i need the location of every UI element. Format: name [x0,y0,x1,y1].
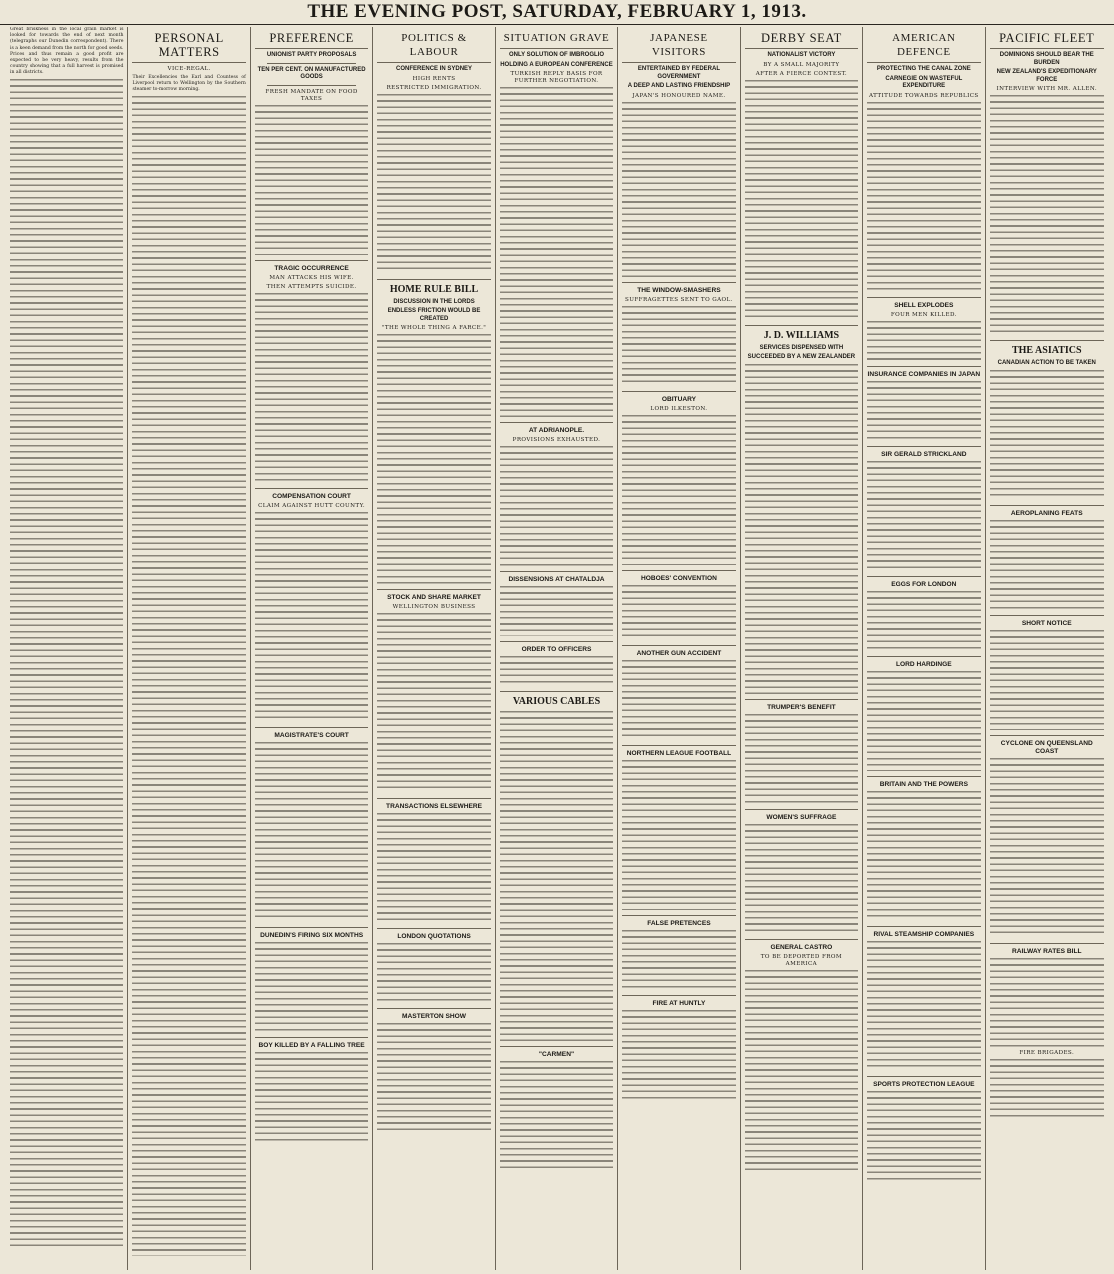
dunedin-firing-body-text [255,942,368,1032]
derby-subhead-1: NATIONALIST VICTORY [767,52,836,58]
column-4 [373,27,495,1270]
northern-league-body-text [622,760,735,910]
situation-body-text [500,87,613,417]
boy-killed-headline: BOY KILLED BY A FALLING TREE [255,1037,368,1050]
general-castro-body-text [745,970,858,1170]
stock-share-body-text [377,613,490,793]
dissensions-body-text [500,586,613,636]
aeroplaning-body-text [990,520,1104,610]
japanese-visitors-headline: JAPANESE VISITORS [622,27,735,63]
tragic-occurrence-headline: TRAGIC OCCURRENCE [255,260,368,273]
fire-brigades-headline: FIRE BRIGADES. [1019,1049,1075,1056]
strickland-body-text [867,461,980,571]
shell-explodes-headline: SHELL EXPLODES [867,297,980,310]
sports-protection-headline: SPORTS PROTECTION LEAGUE [867,1076,980,1089]
tragic-occurrence-subhead-2: THEN ATTEMPTS SUICIDE. [266,283,357,290]
column-2 [128,27,250,1270]
preference-subhead-1: UNIONIST PARTY PROPOSALS [266,52,357,58]
pacific-subhead-3: INTERVIEW WITH MR. ALLEN. [996,86,1098,92]
general-castro-subhead: TO BE DEPORTED FROM AMERICA [760,953,842,967]
short-notice-body-text [990,630,1104,730]
gun-accident-body-text [622,660,735,740]
masthead: THE EVENING POST, SATURDAY, FEBRUARY 1, 1913. [0,0,1114,25]
cyclone-queensland-headline: CYCLONE ON QUEENSLAND COAST [990,735,1104,756]
column-5 [496,27,618,1270]
column-1 [6,27,128,1270]
jd-williams-subhead-2: SUCCEEDED BY A NEW ZEALANDER [747,354,856,360]
magistrates-court-headline: MAGISTRATE'S COURT [255,727,368,740]
carmen-body-text [500,1061,613,1171]
the-asiatics-headline: THE ASIATICS [990,340,1104,357]
japanese-visitors-body-text [622,102,735,277]
jd-williams-body-text [745,364,858,694]
shell-explodes-subhead: FOUR MEN KILLED. [890,311,957,318]
preference-subhead-2: TEN PER CENT. ON MANUFACTURED GOODS [257,66,366,80]
order-to-officers-body-text [500,656,613,686]
column-6 [618,27,740,1270]
derby-seat-body-text [745,80,858,320]
asiatics-body-text [990,370,1104,500]
window-smashers-subhead: SUFFRAGETTES SENT TO GAOL. [625,296,733,303]
column-9 [986,27,1108,1270]
politics-subhead-3: RESTRICTED IMMIGRATION. [386,84,482,91]
column-8 [863,27,985,1270]
personal-matters-headline: PERSONAL MATTERS [132,27,245,63]
boy-killed-body-text [255,1052,368,1142]
japanese-subhead-1: ENTERTAINED BY FEDERAL GOVERNMENT [637,66,720,80]
home-rule-body-text [377,334,490,584]
dissensions-headline: DISSENSIONS AT CHATALDJA [500,571,613,584]
railway-rates-bill-headline: RAILWAY RATES BILL [990,943,1104,956]
vice-regal-intro: Their Excellencies the Earl and Countess of Liverpool return to Wellington by the Southern steamer to-morrow morning. [132,75,246,93]
home-rule-bill-headline: HOME RULE BILL [377,279,490,296]
eggs-for-london-headline: EGGS FOR LONDON [867,576,980,589]
various-cables-headline: VARIOUS CABLES [500,691,613,708]
womens-suffrage-body-text [745,824,858,934]
pacific-subhead-2: NEW ZEALAND'S EXPEDITIONARY FORCE [996,69,1097,83]
japanese-subhead-2: A DEEP AND LASTING FRIENDSHIP [627,83,731,89]
london-quotations-body-text [377,943,490,1003]
politics-labour-headline: POLITICS & LABOUR [377,27,490,63]
home-rule-subhead-1: DISCUSSION IN THE LORDS [393,298,475,305]
compensation-court-body-text [255,512,368,722]
obituary-headline: OBITUARY [622,391,735,404]
situation-grave-headline: SITUATION GRAVE [500,27,613,49]
womens-suffrage-headline: WOMEN'S SUFFRAGE [745,809,858,822]
jd-williams-subhead-1: SERVICES DISPENSED WITH [759,344,844,351]
false-pretences-body-text [622,930,735,990]
insurance-japan-body-text [867,381,980,441]
stock-share-market-subhead: WELLINGTON BUSINESS [392,604,476,610]
column-1-body-text [10,79,123,1249]
pacific-fleet-headline: PACIFIC FLEET [990,27,1104,49]
lord-hardinge-body-text [867,671,980,771]
window-smashers-body-text [622,306,735,386]
trumpers-benefit-body-text [745,714,858,804]
compensation-court-headline: COMPENSATION COURT [255,488,368,501]
tragic-occurrence-subhead-1: MAN ATTACKS HIS WIFE. [269,274,354,281]
preference-subhead-3: FRESH MANDATE ON FOOD TAXES [265,88,358,102]
obituary-subhead: LORD ILKESTON. [650,405,708,412]
fire-at-huntly-body-text [622,1010,735,1100]
personal-matters-body-text [132,96,245,1256]
jd-williams-headline: J. D. WILLIAMS [745,325,858,342]
insurance-japan-headline: INSURANCE COMPANIES IN JAPAN [867,366,980,379]
lord-hardinge-headline: LORD HARDINGE [867,656,980,669]
at-adrianople-headline: AT ADRIANOPLE. [500,422,613,435]
rival-steamship-headline: RIVAL STEAMSHIP COMPANIES [867,926,980,939]
general-castro-headline: GENERAL CASTRO [745,939,858,952]
aeroplaning-feats-headline: AEROPLANING FEATS [990,505,1104,518]
window-smashers-headline: THE WINDOW-SMASHERS [622,282,735,295]
masterton-show-body-text [377,1023,490,1133]
column-1-intro: Great briskness in the local grain market is looked for towards the end of next month (telegraphs our Dunedin correspondent). There is a keen demand from the north for good seeds. Prices and thus remain a good profit are expected to be very heavy, results from the country showing that a full harvest is promised in all districts. [10,27,124,76]
situation-subhead-1: ONLY SOLUTION OF IMBROGLIO [508,52,604,58]
magistrates-court-body-text [255,742,368,922]
politics-body-text [377,94,490,274]
britain-powers-body-text [867,791,980,921]
japanese-subhead-3: JAPAN'S HONOURED NAME. [632,92,726,99]
sir-gerald-strickland-headline: SIR GERALD STRICKLAND [867,446,980,459]
masterton-show-headline: MASTERTON SHOW [377,1008,490,1021]
american-subhead-1: PROTECTING THE CANAL ZONE [876,66,971,72]
short-notice-headline: SHORT NOTICE [990,615,1104,628]
another-gun-accident-headline: ANOTHER GUN ACCIDENT [622,645,735,658]
trumpers-benefit-headline: TRUMPER'S BENEFIT [745,699,858,712]
derby-subhead-3: AFTER A FIERCE CONTEST. [755,70,848,77]
home-rule-subhead-2: ENDLESS FRICTION WOULD BE CREATED [387,308,481,322]
britain-powers-headline: BRITAIN AND THE POWERS [867,776,980,789]
railway-rates-body-text [990,958,1104,1048]
divider [267,85,356,86]
column-3 [251,27,373,1270]
obituary-body-text [622,415,735,565]
order-to-officers-headline: ORDER TO OFFICERS [500,641,613,654]
derby-subhead-2: BY A SMALL MAJORITY [763,61,840,68]
hoboes-convention-headline: HOBOES' CONVENTION [622,570,735,583]
home-rule-subhead-3: "THE WHOLE THING A FARCE." [381,325,487,331]
stock-share-market-headline: STOCK AND SHARE MARKET [377,589,490,602]
preference-headline: PREFERENCE [255,27,368,49]
cyclone-body-text [990,758,1104,938]
london-quotations-headline: LONDON QUOTATIONS [377,928,490,941]
false-pretences-headline: FALSE PRETENCES [622,915,735,928]
eggs-for-london-body-text [867,591,980,651]
pacific-fleet-body-text [990,95,1104,335]
pacific-subhead-1: DOMINIONS SHOULD BEAR THE BURDEN [999,52,1094,66]
carmen-headline: "CARMEN" [500,1046,613,1059]
politics-subhead-2: HIGH RENTS [412,75,456,82]
hoboes-convention-body-text [622,585,735,640]
american-subhead-3: ATTITUDE TOWARDS REPUBLICS [869,92,979,99]
situation-subhead-2: HOLDING A EUROPEAN CONFERENCE [500,61,613,68]
compensation-court-subhead: CLAIM AGAINST HUTT COUNTY. [258,502,366,509]
divider [267,63,356,64]
fire-brigades-body-text [990,1059,1104,1119]
preference-body-text [255,105,368,255]
american-defence-body-text [867,102,980,292]
sports-protection-body-text [867,1091,980,1181]
vice-regal-subhead: VICE-REGAL. [167,66,211,72]
dunedin-firing-headline: DUNEDIN'S FIRING SIX MONTHS [255,927,368,940]
rival-steamship-body-text [867,941,980,1071]
asiatics-subhead: CANADIAN ACTION TO BE TAKEN [997,360,1096,366]
situation-subhead-3: TURKISH REPLY BASIS FOR FURTHER NEGOTIATION. [510,71,603,84]
at-adrianople-body-text [500,446,613,566]
tragic-occurrence-body-text [255,293,368,483]
shell-explodes-body-text [867,321,980,361]
american-defence-headline: AMERICAN DEFENCE [867,27,980,63]
at-adrianople-subhead: PROVISIONS EXHAUSTED. [512,437,601,443]
column-7 [741,27,863,1270]
american-subhead-2: CARNEGIE ON WASTEFUL EXPENDITURE [885,75,963,89]
transactions-elsewhere-headline: TRANSACTIONS ELSEWHERE [377,798,490,811]
transactions-elsewhere-body-text [377,813,490,923]
various-cables-body-text [500,711,613,1041]
newspaper-columns [6,27,1108,1270]
politics-subhead-1: CONFERENCE IN SYDNEY [396,66,473,72]
fire-at-huntly-headline: FIRE AT HUNTLY [622,995,735,1008]
northern-league-football-headline: NORTHERN LEAGUE FOOTBALL [622,745,735,758]
derby-seat-headline: DERBY SEAT [745,27,858,49]
